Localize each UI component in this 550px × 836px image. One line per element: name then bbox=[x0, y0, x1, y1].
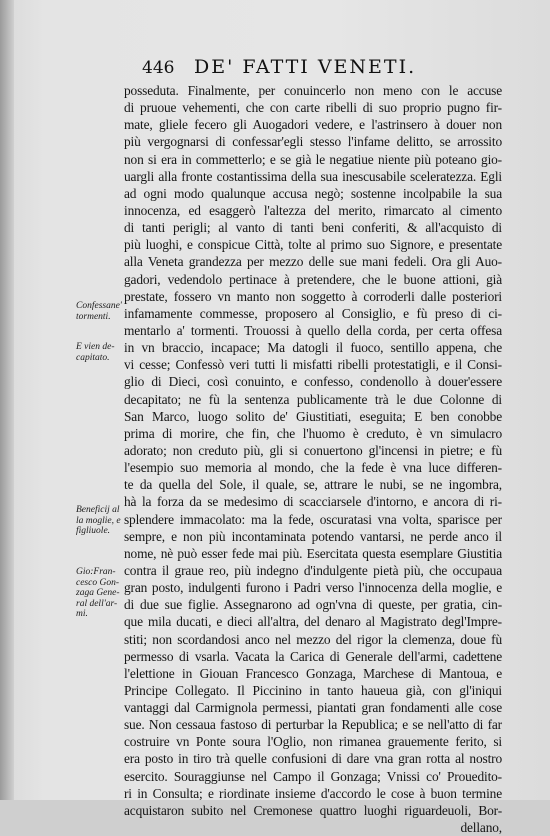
text-line: alla Veneta grandezza per mezzo delle sue mani fedeli. Ora gli Auo- bbox=[124, 254, 502, 270]
text-line: hà la forza da se medesimo di scacciarsele d'intorno, e ancora di ri- bbox=[124, 494, 502, 510]
margin-note-execution: E vien de- capitato. bbox=[76, 342, 115, 363]
text-line: vantaggi dal Carmignola permessi, piantati gran fondamenti alle cose bbox=[124, 700, 502, 716]
text-line: posseduta. Finalmente, per conuincerlo non meno con le accuse bbox=[124, 83, 502, 98]
text-line: nome, nè può esser fede mai più. Esercitata questa esemplare Giustitia bbox=[124, 545, 502, 561]
text-line: prima di morire, che fin, che l'huomo è creduto, è vn simulacro bbox=[124, 425, 502, 441]
text-line: que mila ducati, e dieci all'altra, del denaro al Magistrato degl'Impre- bbox=[124, 614, 502, 630]
text-line: gadori, vedendolo pertinace à pretendere, che le buone attioni, già bbox=[124, 271, 502, 287]
text-line: stiti; non scordandosi anco nel mezzo del rigor la clemenza, doue fù bbox=[124, 631, 502, 647]
text-line: sue. Non cessaua fastoso di perturbar la Republica; e se nell'atto di far bbox=[124, 717, 502, 733]
text-line: di tanti perigli; al vanto di tanti beni conferiti, & all'acquisto di bbox=[124, 220, 502, 236]
text-line: infamamente commesse, proposero al Consiglio, e fù preso di ci- bbox=[124, 305, 502, 321]
text-line: gran posto, indulgenti furono i Padri verso l'innocenza della moglie, e bbox=[124, 580, 502, 596]
page-header bbox=[142, 56, 502, 80]
text-line: San Marco, luogo solito de' Giustitiati, eseguita; E ben conobbe bbox=[124, 408, 502, 424]
text-line: costruire vn Ponte soura l'Oglio, non rimanea grauemente ferito, si bbox=[124, 734, 502, 750]
text-line: Principe Collegato. Il Piccinino in tanto haueua già, con gl'iniqui bbox=[124, 682, 502, 698]
margin-note-gonzaga: Gio:Fran- cesco Gon- zaga Gene- ral dell'ar- mi. bbox=[76, 567, 120, 619]
text-line: prestate, fossero vn manto non soggetto à corroderli dalle posteriori bbox=[124, 288, 502, 304]
text-line: vi cesse; Confessò veri tutti li misfatti ribelli protestatigli, e il Consi- bbox=[124, 357, 502, 373]
page-gutter-shadow bbox=[0, 0, 14, 800]
text-line: te da quella del Sole, il quale, se, attrare le nubi, se ne ingombra, bbox=[124, 477, 502, 493]
text-line: contra il graue reo, più indegno d'indulgente pietà più, che occupaua bbox=[124, 562, 502, 578]
text-line: mentarlo a' tormenti. Trouossi à quello della corda, per certa offesa bbox=[124, 322, 502, 338]
text-line: di due sue figlie. Assegnarono ad ogn'vna di queste, per gratia, cin- bbox=[124, 597, 502, 613]
text-line: adorato; non creduto più, gli si conuertono gl'incensi in pietre; e fù bbox=[124, 442, 502, 458]
text-line: l'elettione in Giouan Francesco Gonzaga, Marchese di Mantoua, e bbox=[124, 665, 502, 681]
margin-note-benefits: Beneficij al la moglie, e figliuole. bbox=[76, 505, 121, 536]
text-line: l'esempio suo memoria al mondo, che la fede è vna luce differen- bbox=[124, 460, 502, 476]
page-number: 446 bbox=[142, 58, 175, 78]
text-line: sempre, e non più incontaminata potendo vantarsi, ne perde anco il bbox=[124, 528, 502, 544]
text-line: innocenza, ed esaggerò l'altezza del merito, rimarcato al cimento bbox=[124, 202, 502, 218]
body-text bbox=[124, 82, 502, 836]
text-line: mate, gliele fecero gli Auogadori vedere, e l'astrinsero à douer non bbox=[124, 117, 502, 133]
text-line: più vergognarsi di confessar'egli stesso l'infame delitto, se arrossito bbox=[124, 134, 502, 150]
text-line: esercito. Souraggiunse nel Campo il Gonzaga; Vnissi co' Prouedito- bbox=[124, 768, 502, 784]
text-line: non si era in commetterlo; e se già le negatiue niente più poteano gio- bbox=[124, 151, 502, 167]
running-title: DE' FATTI VENETI. bbox=[194, 56, 417, 78]
text-line: decapitato; ne fù la sentenza publicamente trà le due Colonne di bbox=[124, 391, 502, 407]
text-line: più luoghi, e conspicue Città, tolte al primo suo Signore, e presentate bbox=[124, 237, 502, 253]
text-line: ri in Consulta; e riordinate insieme d'accordo le cose à buon termine bbox=[124, 785, 502, 801]
text-line: ad ogni modo qualunque accusa negò; sostenne incolpabile la sua bbox=[124, 185, 502, 201]
catchword: dellano, bbox=[460, 820, 502, 836]
text-line: permesso di vsarla. Vacata la Carica di Generale dell'armi, cadettene bbox=[124, 648, 502, 664]
text-line: era posto in tiro trà quelle confusioni di dare vna gran rotta al nostro bbox=[124, 751, 502, 767]
text-line: in vn braccio, incapace; Ma datogli il fuoco, sentillo appena, che bbox=[124, 340, 502, 356]
text-line: glio di Dieci, così conuinto, e confesso, condenollo à douer'essere bbox=[124, 374, 502, 390]
text-line: uargli alla fronte costantissima della sua inescusabile sceleratezza. Egli bbox=[124, 168, 502, 184]
margin-note-confession: Confessane' tormenti. bbox=[76, 301, 122, 322]
text-line: splendere immacolato: ma la fede, oscuratasi vna volta, sparisce per bbox=[124, 511, 502, 527]
text-line: acquistaron subito nel Cremonese quattro luoghi riguardeuoli, Bor- bbox=[124, 802, 502, 818]
text-line: di pruoue vehementi, che con carte ribelli di suo proprio pugno fir- bbox=[124, 100, 502, 116]
